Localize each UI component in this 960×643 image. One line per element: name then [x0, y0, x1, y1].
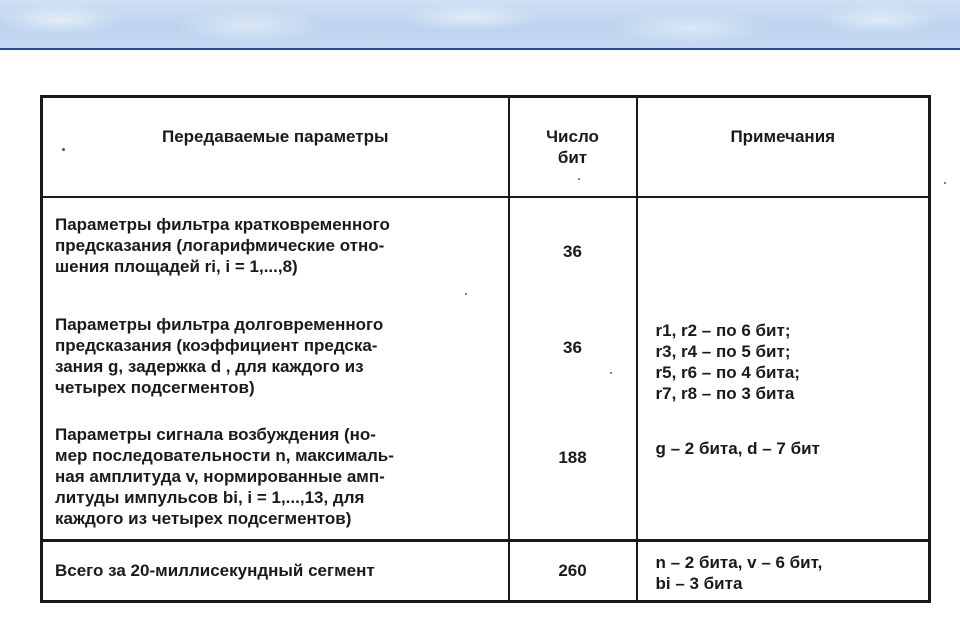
header-notes: Примечания: [637, 97, 930, 197]
scan-speck: [465, 293, 467, 295]
param-line: шения площадей ri, i = 1,...,8): [55, 256, 298, 276]
note-line: g – 2 бита, d – 7 бит: [655, 438, 820, 458]
bits-cell: [509, 197, 637, 541]
param-line: ная амплитуда v, нормированные амп-: [55, 466, 385, 486]
table-header-row: [42, 97, 930, 197]
scan-speck: [578, 178, 580, 180]
bits-value: 188: [558, 447, 587, 467]
param-line: литуды импульсов bi, i = 1,...,13, для: [55, 487, 365, 507]
param-line: Параметры фильтра кратковременного: [55, 214, 390, 234]
header-bits-line1: Число: [546, 127, 599, 146]
bits-value: 36: [563, 337, 582, 357]
param-row-2: [55, 314, 498, 406]
header-bits: [509, 97, 637, 197]
header-divider: [0, 48, 960, 50]
notes-cell: [637, 197, 930, 593]
param-line: предсказания (коэффициент предска-: [55, 335, 378, 355]
scan-speck: [944, 182, 946, 184]
param-line: предсказания (логарифмические отно-: [55, 235, 385, 255]
total-label: Всего за 20-миллисекундный сегмент: [42, 540, 509, 601]
param-line: мер последовательности n, максималь-: [55, 445, 394, 465]
parameters-table: [40, 95, 931, 603]
notes-group-1: [656, 320, 800, 404]
note-line: r7, r8 – по 3 бита: [655, 383, 795, 403]
note-line: r1, r2 – по 6 бит;: [655, 320, 791, 340]
scan-speck: [62, 148, 65, 151]
total-bits: 260: [509, 540, 637, 601]
notes-group-3: [656, 552, 823, 594]
bits-value: 36: [563, 241, 582, 261]
header-params: Передаваемые параметры: [42, 97, 509, 197]
param-line: Параметры сигнала возбуждения (но-: [55, 424, 376, 444]
scan-speck: [610, 372, 612, 374]
param-row-3: [55, 424, 498, 529]
param-row-1: [55, 214, 498, 298]
note-line: n – 2 бита, v – 6 бит,: [655, 552, 823, 572]
table-body-row: [42, 197, 930, 541]
param-line: Параметры фильтра долговременного: [55, 314, 384, 334]
header-banner: [0, 0, 960, 48]
note-line: bi – 3 бита: [655, 573, 743, 593]
param-line: четырех подсегментов): [55, 377, 255, 397]
params-cell: [42, 197, 509, 541]
param-line: каждого из четырех подсегментов): [55, 508, 352, 528]
note-line: r5, r6 – по 4 бита;: [655, 362, 800, 382]
param-line: зания g, задержка d , для каждого из: [55, 356, 364, 376]
header-bits-line2: бит: [557, 148, 588, 167]
notes-group-2: [656, 438, 820, 459]
note-line: r3, r4 – по 5 бит;: [655, 341, 791, 361]
